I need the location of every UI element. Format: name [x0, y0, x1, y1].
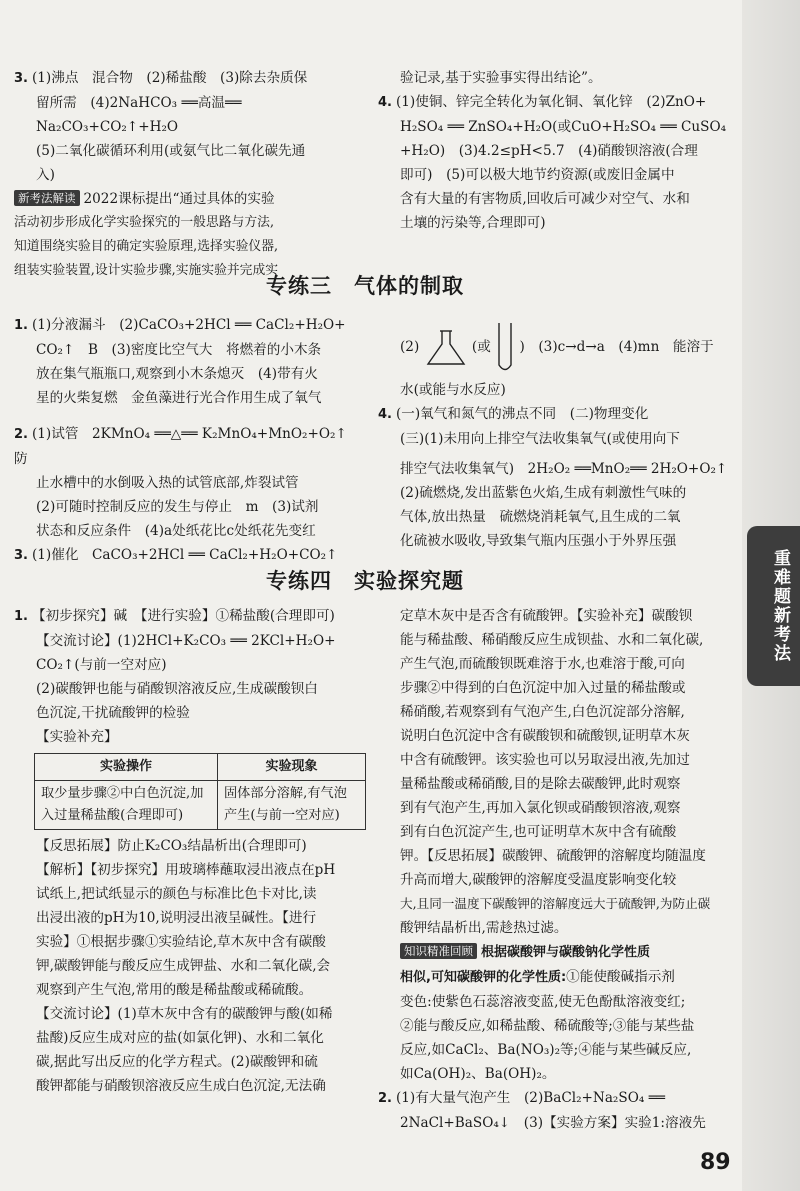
text-line: 酸钾都能与硝酸钡溶液反应生成白色沉淀,无法确 — [36, 1078, 326, 1094]
text-line: 含有大量的有害物质,回收后可减少对空气、水和 — [400, 191, 690, 207]
question-number: 4. — [378, 407, 392, 422]
text-line: 活动初步形成化学实验探究的一般思路与方法, — [14, 215, 275, 230]
text-line: (2)可随时控制反应的发生与停止 m (3)试剂 — [36, 499, 319, 515]
text-line: 相似,可知碳酸钾的化学性质: — [400, 970, 567, 985]
question-number: 1. — [14, 318, 28, 333]
question-number: 3. — [14, 548, 28, 563]
table-header: 实验操作 — [35, 754, 218, 781]
text-line: (或 — [471, 339, 491, 355]
section3-right-column — [378, 316, 734, 553]
question-number: 4. — [378, 95, 392, 110]
text-line: 出浸出液的pH为10,说明浸出液呈碱性。【进行 — [36, 910, 317, 926]
text-line: CO₂↑ B (3)密度比空气大 将燃着的小木条 — [36, 342, 322, 358]
text-line: ①能使酸碱指示剂 — [566, 969, 675, 985]
text-line: 盐酸)反应生成对应的盐(如氯化钾)、水和二氧化 — [36, 1030, 324, 1046]
text-line: 量稀盐酸或稀硝酸,目的是除去碳酸钾,此时观察 — [400, 776, 681, 792]
text-line: 验记录,基于实验事实得出结论”。 — [400, 70, 602, 86]
text-line: (1)分液漏斗 (2)CaCO₃+2HCl ══ CaCl₂+H₂O+ — [31, 317, 346, 333]
question-number: 2. — [14, 427, 28, 442]
text-line: 即可) (5)可以极大地节约资源(或废旧金属中 — [400, 167, 675, 183]
text-line: 实验】①根据步骤①实验结论,草木灰中含有碳酸 — [36, 934, 326, 950]
text-line: 【交流讨论】(1)草木灰中含有的碳酸钾与酸(如稀 — [36, 1006, 333, 1022]
text-line: +H₂O) (3)4.2≤pH<5.7 (4)硝酸钡溶液(合理 — [400, 143, 698, 159]
text-line: 【实验补充】 — [36, 729, 118, 745]
question-number: 2. — [378, 1091, 392, 1106]
text-line: (5)二氧化碳循环利用(或氨气比二氧化碳先通 — [36, 143, 306, 159]
question-number: 3. — [14, 71, 28, 86]
text-line: 【反思拓展】防止K₂CO₃结晶析出(合理即可) — [36, 838, 307, 854]
text-line: 根据碳酸钾与碳酸钠化学性质 — [481, 945, 651, 960]
top-right-column — [378, 66, 734, 235]
text-line: 知道围绕实验目的确定实验原理,选择实验仪器, — [14, 239, 279, 254]
text-line: 钾,碳酸钾能与酸反应生成钾盐、水和二氧化碳,会 — [36, 958, 331, 974]
section3-left-column — [14, 313, 362, 568]
text-line: (2)硫燃烧,发出蓝紫色火焰,生成有刺激性气味的 — [400, 485, 687, 501]
section-title-3: 专练三 气体的制取 — [266, 274, 464, 298]
text-line: H₂SO₄ ══ ZnSO₄+H₂O(或CuO+H₂SO₄ ══ CuSO₄ — [400, 119, 727, 135]
text-line: 变色:使紫色石蕊溶液变蓝,使无色酚酞溶液变红; — [400, 994, 686, 1010]
text-line: 升高而增大,碳酸钾的溶解度受温度影响变化较 — [400, 872, 677, 888]
text-line: 步骤②中得到的白色沉淀中加入过量的稀盐酸或 — [400, 680, 686, 696]
text-line: 大,且同一温度下碳酸钾的溶解度远大于硫酸钾,为防止碳 — [400, 896, 711, 911]
text-line: 化硫被水吸收,导致集气瓶内压强小于外界压强 — [400, 533, 677, 549]
text-line: ) (3)c→d→a (4)mn 能溶于 — [519, 339, 714, 355]
text-line: 气体,放出热量 硫燃烧消耗氧气,且生成的二氧 — [400, 509, 681, 525]
text-line: (1)试管 2KMnO₄ ══△══ K₂MnO₄+MnO₂+O₂↑ 防 — [14, 426, 361, 467]
text-line: (三)(1)未用向上排空气法收集氧气(或使用向下 — [400, 431, 680, 447]
text-line: 止水槽中的水倒吸入热的试管底部,炸裂试管 — [36, 475, 299, 491]
text-line: 到有气泡产生,再加入氯化钡或硝酸钡溶液,观察 — [400, 800, 681, 816]
section-title-4: 专练四 实验探究题 — [266, 569, 464, 593]
text-line: 色沉淀,干扰硫酸钾的检验 — [36, 705, 190, 721]
conical-flask-icon — [424, 328, 468, 368]
text-line: 2022课标提出“通过具体的实验 — [83, 191, 275, 207]
text-line: (1)使铜、锌完全转化为氧化铜、氧化锌 (2)ZnO+ — [395, 94, 707, 110]
text-line: 碳,据此写出反应的化学方程式。(2)碳酸钾和硫 — [36, 1054, 318, 1070]
text-line: 星的火柴复燃 金鱼藻进行光合作用生成了氧气 — [36, 390, 322, 406]
text-line: 观察到产生气泡,常用的酸是稀盐酸或稀硫酸。 — [36, 982, 313, 998]
test-tube-icon — [495, 321, 515, 375]
question-number: 1. — [14, 609, 28, 624]
top-left-column — [14, 66, 362, 283]
text-line: (2) — [400, 339, 420, 355]
text-line: 组装实验装置,设计实验步骤,实施实验并完成实 — [14, 263, 279, 278]
text-line: 定草木灰中是否含有硫酸钾。【实验补充】碳酸钡 — [400, 608, 693, 624]
experiment-table — [34, 753, 366, 830]
text-line: 酸钾结晶析出,需趁热过滤。 — [400, 920, 568, 936]
table-header: 实验现象 — [218, 754, 366, 781]
text-line: (2)碳酸钾也能与硝酸钡溶液反应,生成碳酸钡白 — [36, 681, 318, 697]
text-line: (一)氧气和氮气的沸点不同 (二)物理变化 — [395, 406, 649, 422]
text-line: 试纸上,把试纸显示的颜色与标准比色卡对比,读 — [36, 886, 317, 902]
table-cell: 取少量步骤②中白色沉淀,加入过量稀盐酸(合理即可) — [35, 781, 218, 830]
text-line: CO₂↑(与前一空对应) — [36, 657, 167, 673]
text-line: 说明白色沉淀中含有碳酸钡和硫酸钡,证明草木灰 — [400, 728, 690, 744]
knowledge-review-tag: 知识精准回顾 — [400, 943, 477, 959]
text-line: ②能与酸反应,如稀盐酸、稀硫酸等;③能与某些盐 — [400, 1018, 695, 1034]
text-line: 稀硝酸,若观察到有气泡产生,白色沉淀部分溶解, — [400, 704, 685, 720]
text-line: 留所需 (4)2NaHCO₃ ══高温══ Na₂CO₃+CO₂↑+H₂O — [36, 95, 242, 135]
text-line: 入) — [36, 167, 55, 183]
page-number: 89 — [700, 1150, 731, 1175]
text-line: 2NaCl+BaSO₄↓ (3)【实验方案】实验1:溶液先 — [400, 1115, 706, 1131]
text-line: 水(或能与水反应) — [400, 382, 506, 398]
text-line: 【交流讨论】(1)2HCl+K₂CO₃ ══ 2KCl+H₂O+ — [36, 633, 336, 649]
text-line: 到有白色沉淀产生,也可证明草木灰中含有硫酸 — [400, 824, 677, 840]
text-line: 排空气法收集氧气) 2H₂O₂ ══MnO₂══ 2H₂O+O₂↑ — [400, 461, 728, 477]
text-line: 中含有硫酸钾。该实验也可以另取浸出液,先加过 — [400, 752, 690, 768]
table-cell: 固体部分溶解,有气泡产生(与前一空对应) — [218, 781, 366, 830]
text-line: 产生气泡,而硫酸钡既难溶于水,也难溶于酸,可向 — [400, 656, 685, 672]
text-line: 能与稀盐酸、稀硝酸反应生成钡盐、水和二氧化碳, — [400, 632, 704, 648]
text-line: (1)催化 CaCO₃+2HCl ══ CaCl₂+H₂O+CO₂↑ — [31, 547, 338, 563]
text-line: 【解析】【初步探究】用玻璃棒蘸取浸出液点在pH — [36, 862, 336, 878]
section4-left-column — [14, 604, 362, 1098]
text-line: 状态和反应条件 (4)a处纸花比c处纸花先变红 — [36, 523, 316, 539]
text-line: 【初步探究】碱 【进行实验】①稀盐酸(合理即可) — [31, 608, 335, 624]
new-method-tag: 新考法解读 — [14, 190, 80, 206]
text-line: 反应,如CaCl₂、Ba(NO₃)₂等;④能与某些碱反应, — [400, 1042, 692, 1058]
side-tab: 重难题新考法 — [747, 526, 800, 686]
text-line: (1)沸点 混合物 (2)稀盐酸 (3)除去杂质保 — [31, 70, 308, 86]
text-line: 钾。【反思拓展】碳酸钾、硫酸钾的溶解度均随温度 — [400, 848, 706, 864]
text-line: (1)有大量气泡产生 (2)BaCl₂+Na₂SO₄ ══ — [395, 1090, 665, 1106]
section4-right-column — [378, 604, 734, 1135]
text-line: 放在集气瓶瓶口,观察到小木条熄灭 (4)带有火 — [36, 366, 318, 382]
text-line: 如Ca(OH)₂、Ba(OH)₂。 — [400, 1066, 556, 1082]
text-line: 土壤的污染等,合理即可) — [400, 215, 546, 231]
